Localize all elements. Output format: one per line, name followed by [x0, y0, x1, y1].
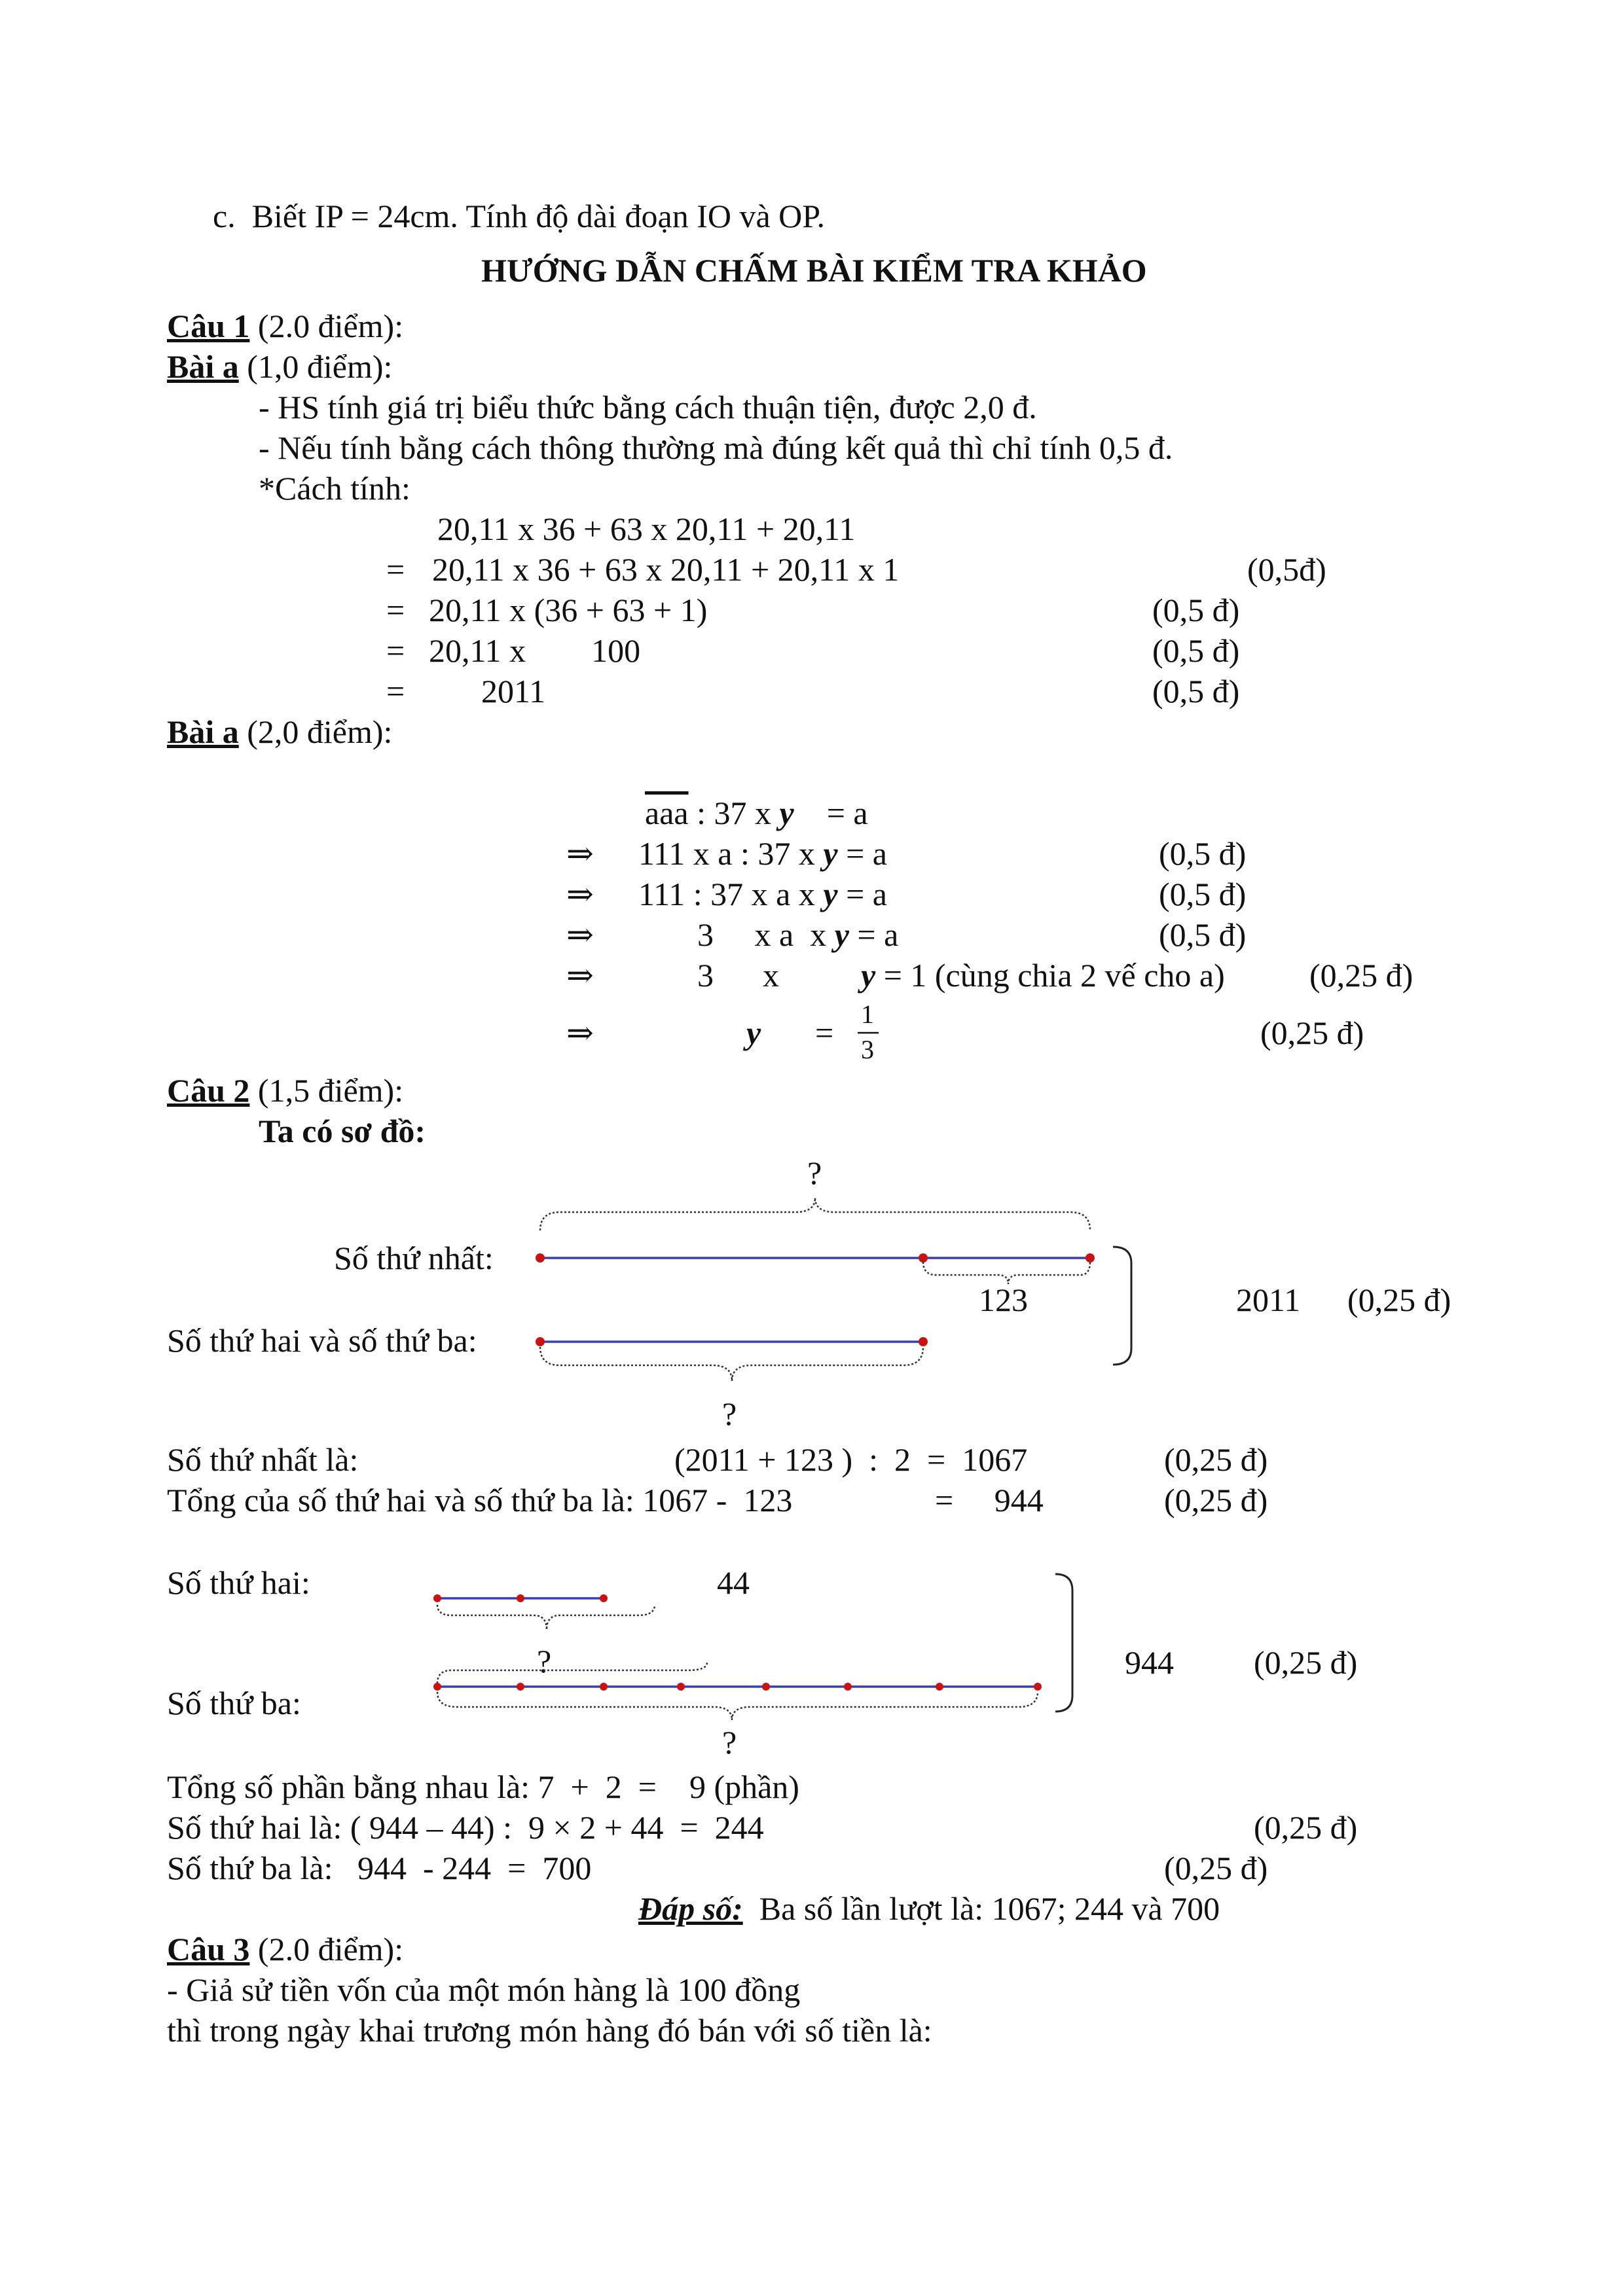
diagram1-point — [919, 1253, 928, 1263]
q3-line-1: - Giả sử tiền vốn của một món hàng là 100 đồng — [167, 1971, 801, 2008]
q1a-step-3-eq: = — [386, 632, 405, 669]
diagram2-right-bracket — [1055, 1574, 1072, 1712]
diagram2-point — [844, 1683, 852, 1691]
answer-text: Ba số lần lượt là: 1067; 244 và 700 — [742, 1890, 1220, 1927]
q3-line-2: thì trong ngày khai trương món hàng đó bán với số tiền là: — [167, 2012, 932, 2049]
diagram1-label-second-third: Số thứ hai và số thứ ba: — [167, 1322, 477, 1359]
q1a-step-4: 2011 — [481, 673, 546, 709]
diagram2-point — [600, 1594, 608, 1602]
q1a-method: *Cách tính: — [259, 470, 410, 507]
q1a-step-0: 20,11 x 36 + 63 x 20,11 + 20,11 — [437, 511, 856, 547]
fraction-numerator: 1 — [861, 999, 874, 1029]
header-question: c. Biết IP = 24cm. Tính độ dài đoạn IO và OP. — [213, 198, 826, 234]
diagram2-point — [936, 1683, 943, 1691]
q1a-heading: Bài a — [167, 348, 239, 385]
q1a-step-1: 20,11 x 36 + 63 x 20,11 + 20,11 x 1 — [432, 551, 900, 588]
q1b-step-4-a: 3 x — [697, 957, 861, 994]
diagram1-bottom-brace — [540, 1347, 923, 1381]
q1b-step-1-b: = a — [837, 835, 887, 872]
q2-line1-score: (0,25 đ) — [1164, 1441, 1268, 1478]
implies-arrow: ⇒ — [566, 1014, 594, 1051]
diagram1-point — [536, 1253, 545, 1263]
q1a-step-2: 20,11 x (36 + 63 + 1) — [429, 592, 708, 628]
q1b-step-0-b: = a — [793, 795, 868, 831]
diagram2-point — [677, 1683, 685, 1691]
q1a-step-4-eq: = — [386, 673, 405, 709]
diagram2-point — [762, 1683, 770, 1691]
q1b-points: (2,0 điểm): — [238, 713, 393, 750]
q1-heading: Câu 1 — [167, 308, 250, 344]
implies-arrow: ⇒ — [566, 916, 594, 953]
q2-heading: Câu 2 — [167, 1072, 250, 1109]
diagram2-total: 944 — [1125, 1644, 1174, 1681]
diagram2-label-second: Số thứ hai: — [167, 1564, 310, 1601]
answer-label: Đáp số: — [638, 1890, 743, 1927]
diagram2-bottom-brace — [437, 1692, 1038, 1720]
var-y: y — [823, 876, 838, 912]
diagram2-point — [433, 1683, 441, 1691]
q2-second-number: Số thứ hai là: ( 944 – 44) : 9 × 2 + 44 = 244 — [167, 1809, 764, 1846]
implies-arrow: ⇒ — [566, 876, 594, 912]
diagram1-point — [1085, 1253, 1095, 1263]
q1a-step-3: 20,11 x 100 — [429, 632, 641, 669]
diagram2-label-third: Số thứ ba: — [167, 1685, 301, 1721]
var-y: y — [746, 1014, 761, 1051]
q1b-step-5-eq: = — [815, 1014, 834, 1051]
q3-heading: Câu 3 — [167, 1931, 250, 1967]
diagram1-score: (0,25 đ) — [1347, 1282, 1451, 1318]
diagram1-point — [536, 1337, 545, 1346]
page-title: HƯỚNG DẪN CHẤM BÀI KIỂM TRA KHẢO — [481, 252, 1147, 289]
diagram1-total: 2011 — [1236, 1282, 1301, 1318]
q1a-note-2: - Nếu tính bằng cách thông thường mà đúng kết quả thì chỉ tính 0,5 đ. — [259, 429, 1173, 466]
q1b-score-3: (0,5 đ) — [1159, 916, 1247, 953]
diagram1-value-123: 123 — [979, 1282, 1028, 1318]
q1a-step-3-score: (0,5 đ) — [1152, 632, 1240, 669]
q2-points: (1,5 điểm): — [249, 1072, 404, 1109]
diagram2-point — [517, 1594, 524, 1602]
q1b-score-5: (0,25 đ) — [1260, 1014, 1364, 1051]
diagram1-question-bottom: ? — [722, 1395, 737, 1432]
q1b-step-3-b: = a — [848, 916, 899, 953]
q2-line2-label: Tổng của số thứ hai và số thứ ba là: 1067 - 123 — [167, 1482, 793, 1518]
diagram2-point — [517, 1683, 524, 1691]
q1a-points: (1,0 điểm): — [238, 348, 393, 385]
diagram2-question-bottom: ? — [722, 1724, 737, 1761]
diagram1-top-brace — [540, 1198, 1090, 1230]
diagram1-point — [919, 1337, 928, 1346]
q1b-score-1: (0,5 đ) — [1159, 835, 1247, 872]
diagram2-mid-brace — [437, 1662, 707, 1683]
q1a-step-2-score: (0,5 đ) — [1152, 592, 1240, 628]
diagram2-value-44: 44 — [717, 1564, 750, 1601]
q1b-step-1-a: 111 x a : 37 x — [638, 835, 824, 872]
q2-third-number: Số thứ ba là: 944 - 244 = 700 — [167, 1850, 592, 1886]
q2-line1-expr: (2011 + 123 ) : 2 = 1067 — [674, 1441, 1028, 1478]
q2-intro: Ta có sơ đồ: — [259, 1113, 426, 1149]
diagram2-44-brace — [437, 1605, 655, 1630]
q2-third-score: (0,25 đ) — [1164, 1850, 1268, 1886]
q1a-step-2-eq: = — [386, 592, 405, 628]
implies-arrow: ⇒ — [566, 835, 594, 872]
diagram1-right-bracket — [1113, 1247, 1131, 1365]
q1b-step-2-a: 111 : 37 x a x — [638, 876, 824, 912]
q1b-step-4-b: = 1 (cùng chia 2 vế cho a) — [875, 957, 1225, 994]
q1b-step-0-a: : 37 x — [688, 795, 780, 831]
q1b-step-2-b: = a — [837, 876, 887, 912]
diagram1-question-top: ? — [807, 1155, 822, 1191]
fraction-denominator: 3 — [861, 1035, 874, 1064]
q1b-score-2: (0,5 đ) — [1159, 876, 1247, 912]
implies-arrow: ⇒ — [566, 957, 594, 994]
q1b-score-4: (0,25 đ) — [1309, 957, 1413, 994]
q2-second-score: (0,25 đ) — [1254, 1809, 1358, 1846]
var-y: y — [779, 795, 794, 831]
q1a-step-1-score: (0,5đ) — [1247, 551, 1326, 588]
q1-points: (2.0 điểm): — [249, 308, 404, 344]
diagram2-score: (0,25 đ) — [1254, 1644, 1358, 1681]
q1b-step-3-a: 3 x a x — [697, 916, 835, 953]
var-y: y — [834, 916, 849, 953]
var-y: y — [823, 835, 838, 872]
q2-line2-result: = 944 — [935, 1482, 1044, 1518]
q2-line1-label: Số thứ nhất là: — [167, 1441, 359, 1478]
q1b-heading: Bài a — [167, 713, 239, 750]
q1a-step-4-score: (0,5 đ) — [1152, 673, 1240, 709]
diagram2-point — [1034, 1683, 1042, 1691]
q1a-note-1: - HS tính giá trị biểu thức bằng cách thuận tiện, được 2,0 đ. — [259, 389, 1037, 425]
diagram1-123-brace — [923, 1262, 1090, 1284]
diagram2-question-mid: ? — [537, 1643, 552, 1679]
diagram1-label-first: Số thứ nhất: — [334, 1240, 494, 1276]
diagram2-point — [433, 1594, 441, 1602]
diagram2-point — [600, 1683, 608, 1691]
overline-aaa: $\overline{aaa}$ — [645, 795, 689, 831]
q2-line2-score: (0,25 đ) — [1164, 1482, 1268, 1518]
q2-sum-parts: Tổng số phần bằng nhau là: 7 + 2 = 9 (phần) — [167, 1768, 799, 1805]
q1a-step-1-eq: = — [386, 551, 405, 588]
var-y: y — [861, 957, 876, 994]
q3-points: (2.0 điểm): — [249, 1931, 404, 1967]
